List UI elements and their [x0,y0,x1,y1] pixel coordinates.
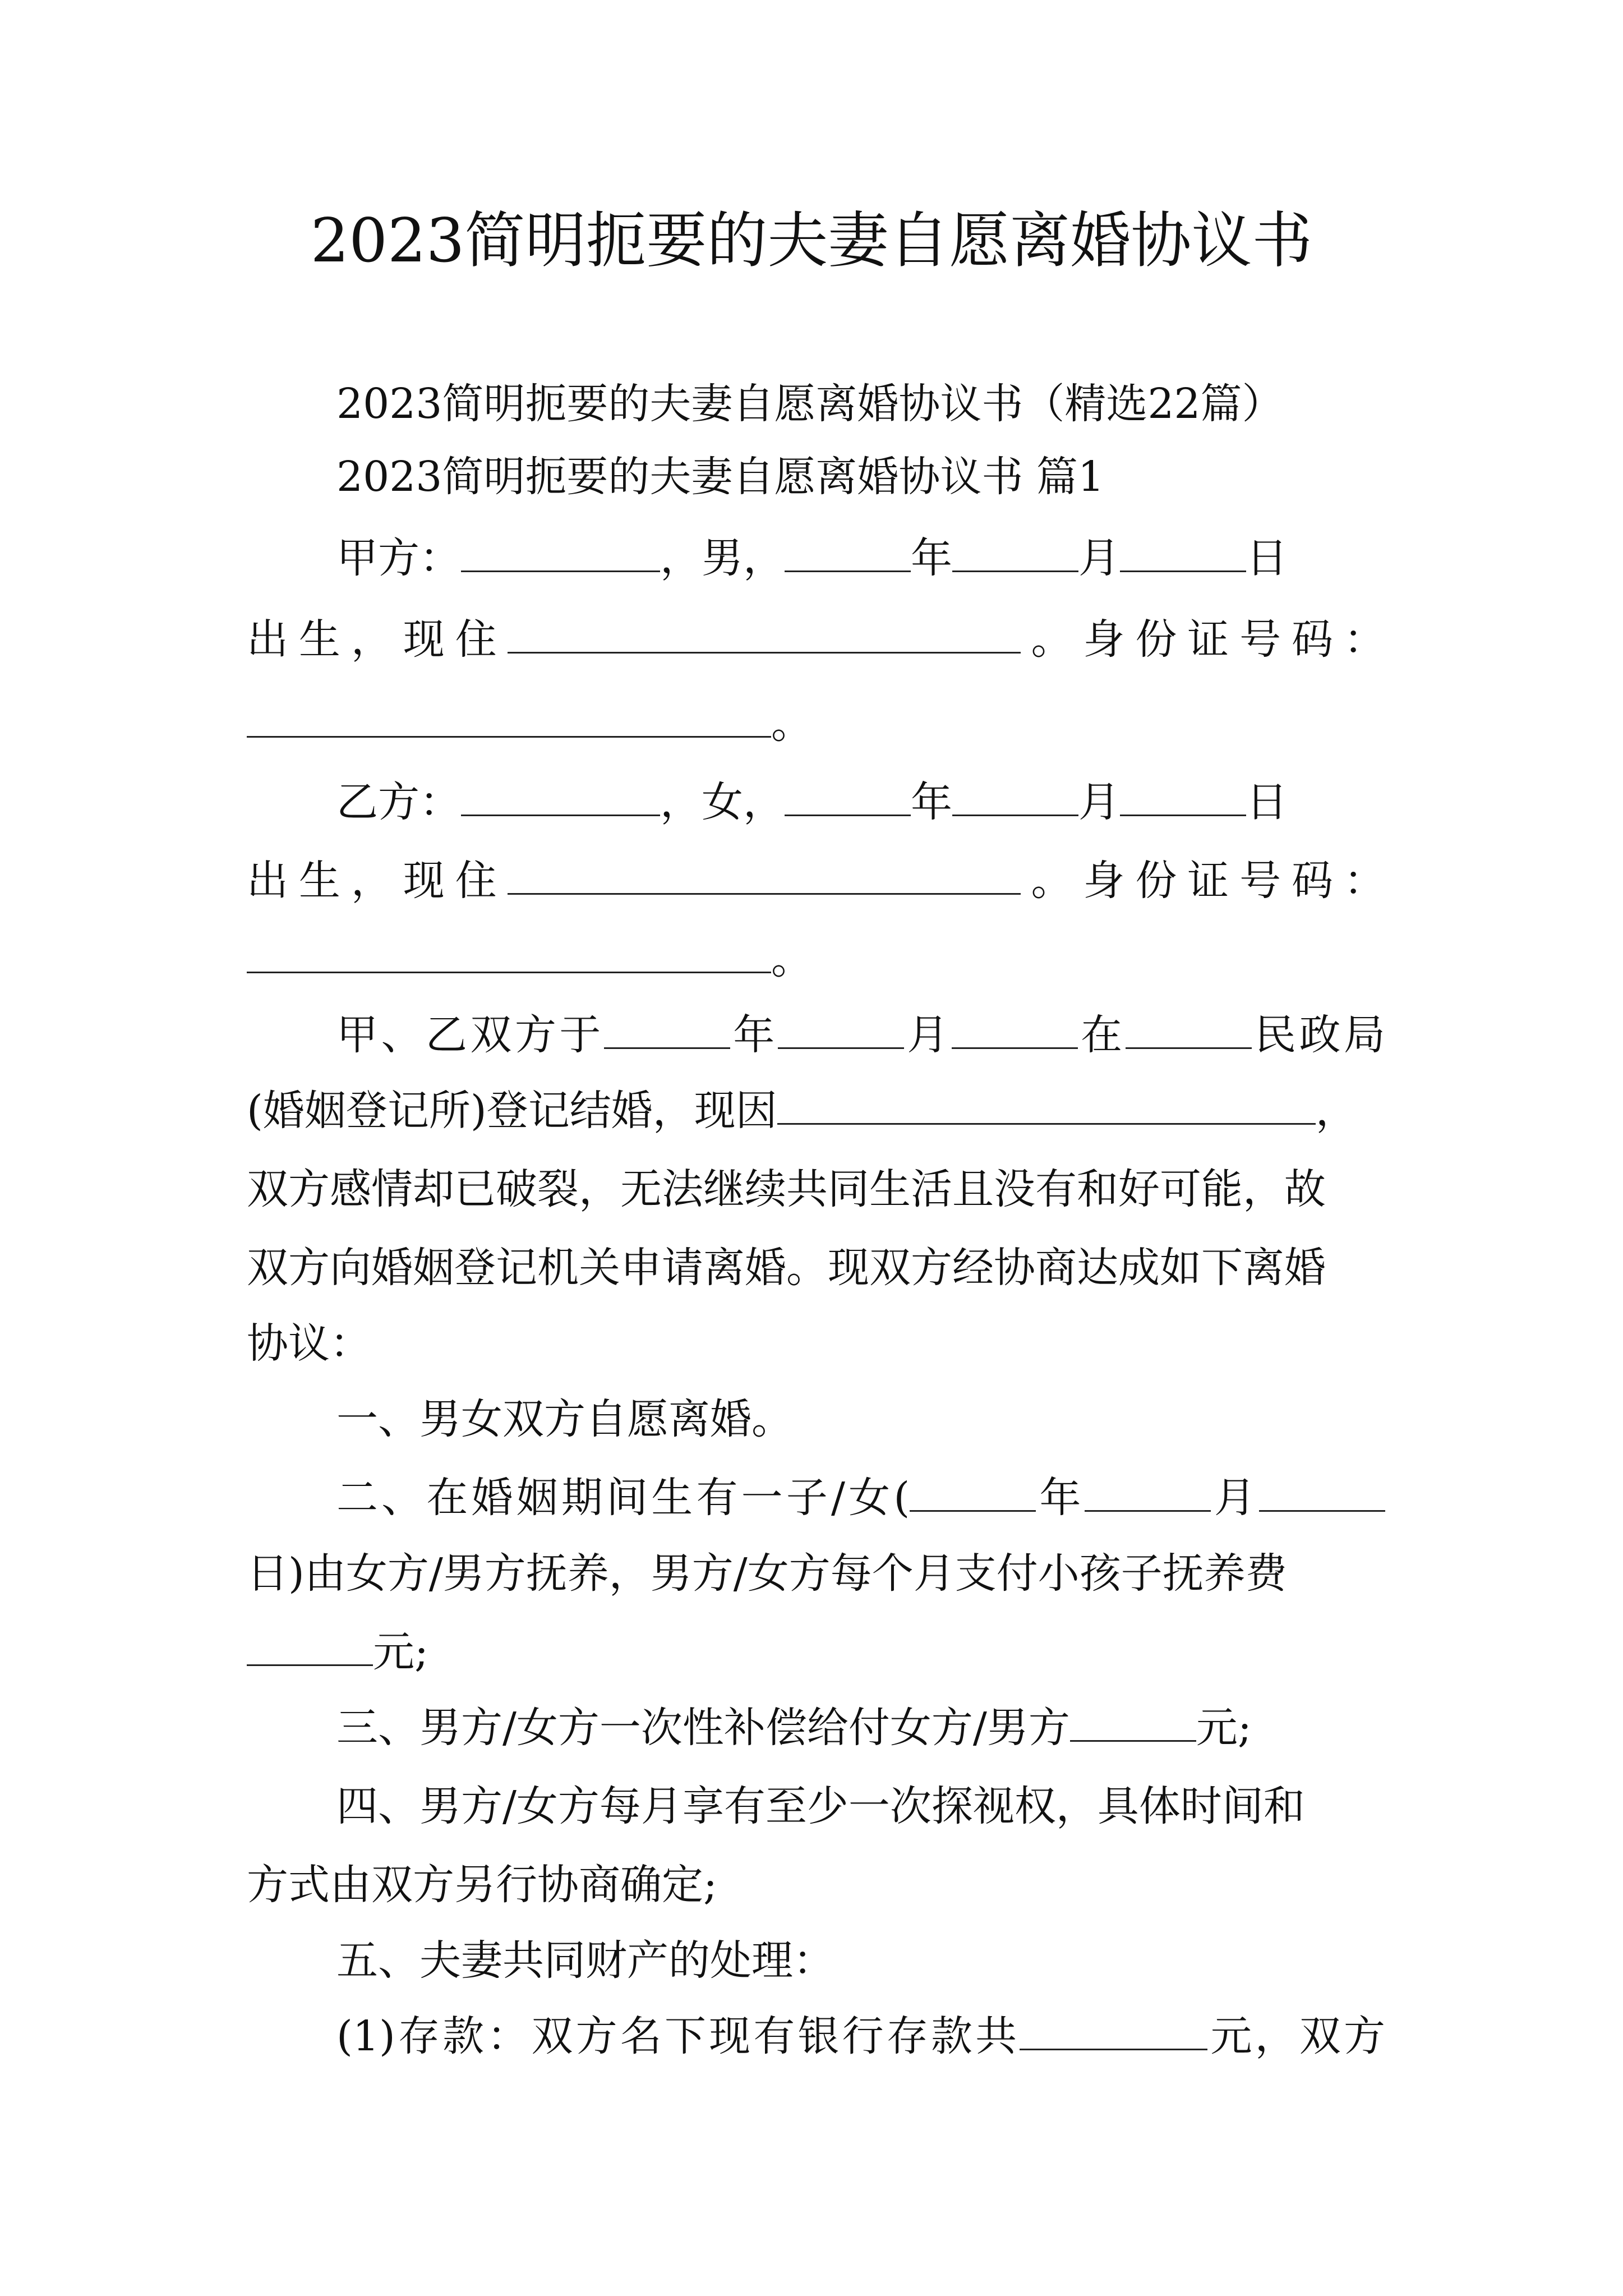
clause-2-fee-blank [247,1630,373,1666]
clause-2-year-label: 年 [1036,1474,1085,1522]
party-a-gender: ，男， [660,534,785,582]
party-a-line-1 [247,524,1385,592]
marriage-month-blank [778,1013,904,1049]
party-a-born: 出生，现住 [247,615,508,664]
marriage-line-3: 双方感情却已破裂，无法继续共同生活且没有和好可能，故 [247,1165,1326,1213]
clause-4-line-2: 方式由双方另行协商确定; [247,1861,717,1909]
party-b-label: 乙方： [336,778,461,826]
party-b-line-3 [247,926,1385,993]
clause-2-month-blank [1085,1475,1211,1512]
clause-2-line-1 [247,1464,1385,1531]
clause-2-month-label: 月 [1210,1474,1259,1522]
marriage-registry: (婚姻登记所)登记结婚，现因 [247,1087,777,1135]
marriage-reason-blank [777,1088,1316,1125]
party-a-name-blank [461,536,660,572]
party-b-line-2 [247,847,1385,914]
party-a-line-3 [247,690,1385,757]
party-b-address-blank [508,858,1021,895]
clause-3-amount-blank [1070,1705,1196,1742]
marriage-comma: ， [1315,1087,1357,1135]
clause-1: 一、男女双方自愿离婚。 [336,1395,793,1443]
marriage-bureau-label: 民政局 [1251,1011,1385,1059]
marriage-intro: 甲、乙双方于 [336,1011,604,1059]
party-b-id-label: 。身份证号码： [1020,857,1385,905]
party-a-end: 。 [771,700,813,748]
party-a-month-blank [952,536,1078,572]
party-a-day-label: 日 [1246,534,1288,582]
marriage-line-4: 双方向婚姻登记机关申请离婚。现双方经协商达成如下离婚 [247,1244,1326,1292]
party-b-month-label: 月 [1078,778,1120,826]
document-subtitle: 2023简明扼要的夫妻自愿离婚协议书（精选22篇） [336,380,1284,428]
party-b-day-label: 日 [1246,778,1288,826]
party-b-born: 出生，现住 [247,857,508,905]
clause-3-text: 三、男方/女方一次性补偿给付女方/男方 [336,1704,1070,1752]
party-a-label: 甲方： [336,534,461,582]
party-a-address-blank [508,617,1021,654]
marriage-month-label: 月 [903,1011,952,1059]
party-b-year-blank [785,780,911,816]
party-b-gender: ，女， [660,778,785,826]
clause-3 [247,1694,1385,1761]
party-a-year-label: 年 [911,534,952,582]
party-b-month-blank [952,780,1078,816]
marriage-line-1 [247,1001,1385,1069]
marriage-line-2 [247,1077,1385,1144]
party-b-day-blank [1120,780,1246,816]
clause-2-text: 二、在婚姻期间生有一子/女( [336,1474,910,1522]
clause-2-year-blank [910,1475,1036,1512]
clause-2-yuan: 元; [373,1628,428,1676]
clause-5-1-text: (1)存款：双方名下现有银行存款共 [336,2012,1020,2060]
clause-5-1-amount-blank [1020,2014,1207,2050]
clause-5-1 [247,2003,1385,2070]
party-a-id-label: 。身份证号码： [1020,615,1385,664]
marriage-place-blank [1126,1013,1252,1049]
clause-2-line-3 [247,1618,1385,1686]
clause-3-yuan: 元; [1196,1704,1252,1752]
marriage-day-blank [952,1013,1078,1049]
party-b-line-1 [247,769,1385,836]
section-heading: 2023简明扼要的夫妻自愿离婚协议书 篇1 [336,453,1104,501]
clause-4-line-1: 四、男方/女方每月享有至少一次探视权，具体时间和 [336,1782,1305,1830]
party-a-month-label: 月 [1078,534,1120,582]
document-title: 2023简明扼要的夫妻自愿离婚协议书 [310,206,1313,276]
clause-5-1-end: 元，双方 [1207,2012,1385,2060]
clause-2-line-2: 日)由女方/男方抚养，男方/女方每个月支付小孩子抚养费 [247,1549,1287,1598]
party-a-line-2 [247,606,1385,673]
marriage-year-label: 年 [730,1011,778,1059]
clause-2-day-blank [1259,1475,1385,1512]
marriage-year-blank [604,1013,730,1049]
party-a-year-blank [785,536,911,572]
party-b-year-label: 年 [911,778,952,826]
party-a-day-blank [1120,536,1246,572]
clause-5: 五、夫妻共同财产的处理： [336,1936,834,1985]
party-b-id-blank [247,937,771,973]
marriage-at-label: 在 [1077,1011,1126,1059]
party-b-name-blank [461,780,660,816]
party-b-end: 。 [771,935,813,983]
marriage-line-5: 协议： [247,1319,371,1368]
party-a-id-blank [247,701,771,738]
